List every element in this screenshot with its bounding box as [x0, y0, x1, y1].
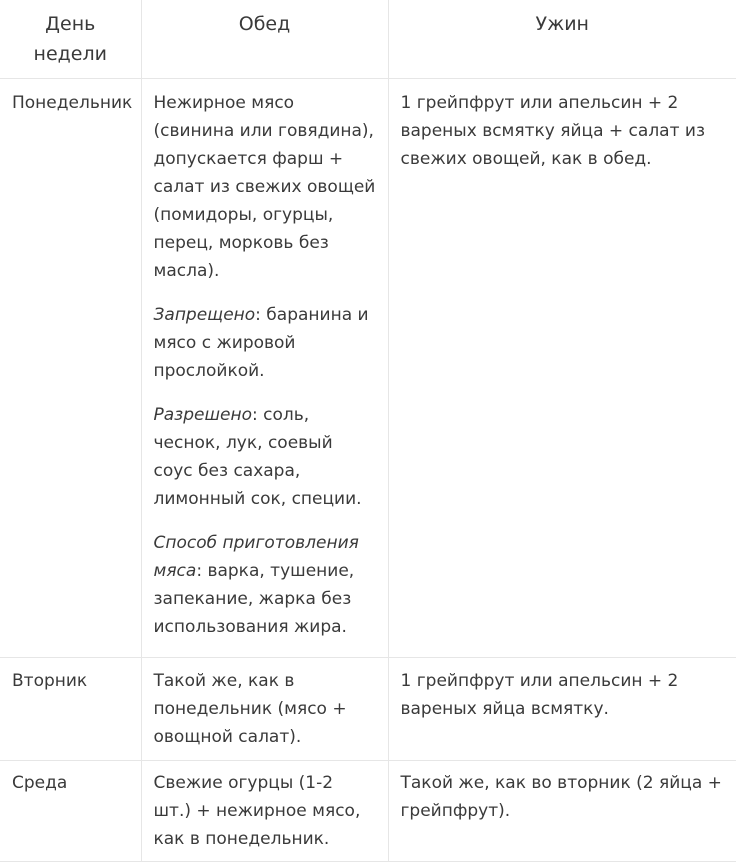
header-lunch-label: Обед	[238, 13, 291, 35]
dinner-text: Такой же, как во вторник (2 яйца + грейпфрут).	[400, 773, 722, 821]
lunch-method	[154, 529, 376, 641]
allowed-text: : соль, чеснок, лук, соевый соус без сахара, лимонный сок, специи.	[153, 405, 362, 509]
header-day	[0, 0, 141, 79]
lunch-allowed	[154, 401, 376, 513]
table-header-row	[0, 0, 736, 79]
header-lunch	[141, 0, 388, 79]
forbidden-text: : баранина и мясо с жировой прослойкой.	[153, 305, 369, 381]
day-label: Вторник	[12, 671, 88, 691]
dinner-cell	[388, 658, 736, 761]
day-label: Среда	[12, 773, 68, 793]
table-row	[0, 79, 736, 658]
lunch-main: Нежирное мясо (свинина или говядина), допускается фарш + салат из свежих овощей (помидоры, огурцы, перец, морковь без масла).	[153, 93, 376, 281]
dinner-cell	[388, 79, 736, 658]
lunch-forbidden	[154, 301, 376, 385]
header-dinner-label: Ужин	[535, 13, 589, 35]
forbidden-label: Запрещено	[153, 305, 256, 325]
day-label: Понедельник	[12, 93, 133, 113]
day-cell	[0, 658, 141, 761]
header-dinner	[388, 0, 736, 79]
method-label: Способ приготовления мяса	[153, 533, 359, 581]
lunch-cell	[141, 79, 388, 658]
lunch-cell	[141, 761, 388, 862]
lunch-text: Такой же, как в понедельник (мясо + овощной салат).	[153, 671, 347, 747]
dinner-text: 1 грейпфрут или апельсин + 2 вареных всмятку яйца + салат из свежих овощей, как в обед.	[400, 93, 705, 169]
header-day-label: День недели	[33, 13, 107, 65]
dinner-cell	[388, 761, 736, 862]
table-row	[0, 761, 736, 862]
lunch-text: Свежие огурцы (1-2 шт.) + нежирное мясо, как в понедельник.	[153, 773, 361, 849]
day-cell	[0, 761, 141, 862]
day-cell	[0, 79, 141, 658]
lunch-cell	[141, 658, 388, 761]
table-row	[0, 658, 736, 761]
allowed-label: Разрешено	[153, 405, 252, 425]
dinner-text: 1 грейпфрут или апельсин + 2 вареных яйца всмятку.	[400, 671, 679, 719]
method-text: : варка, тушение, запекание, жарка без использования жира.	[153, 561, 355, 637]
